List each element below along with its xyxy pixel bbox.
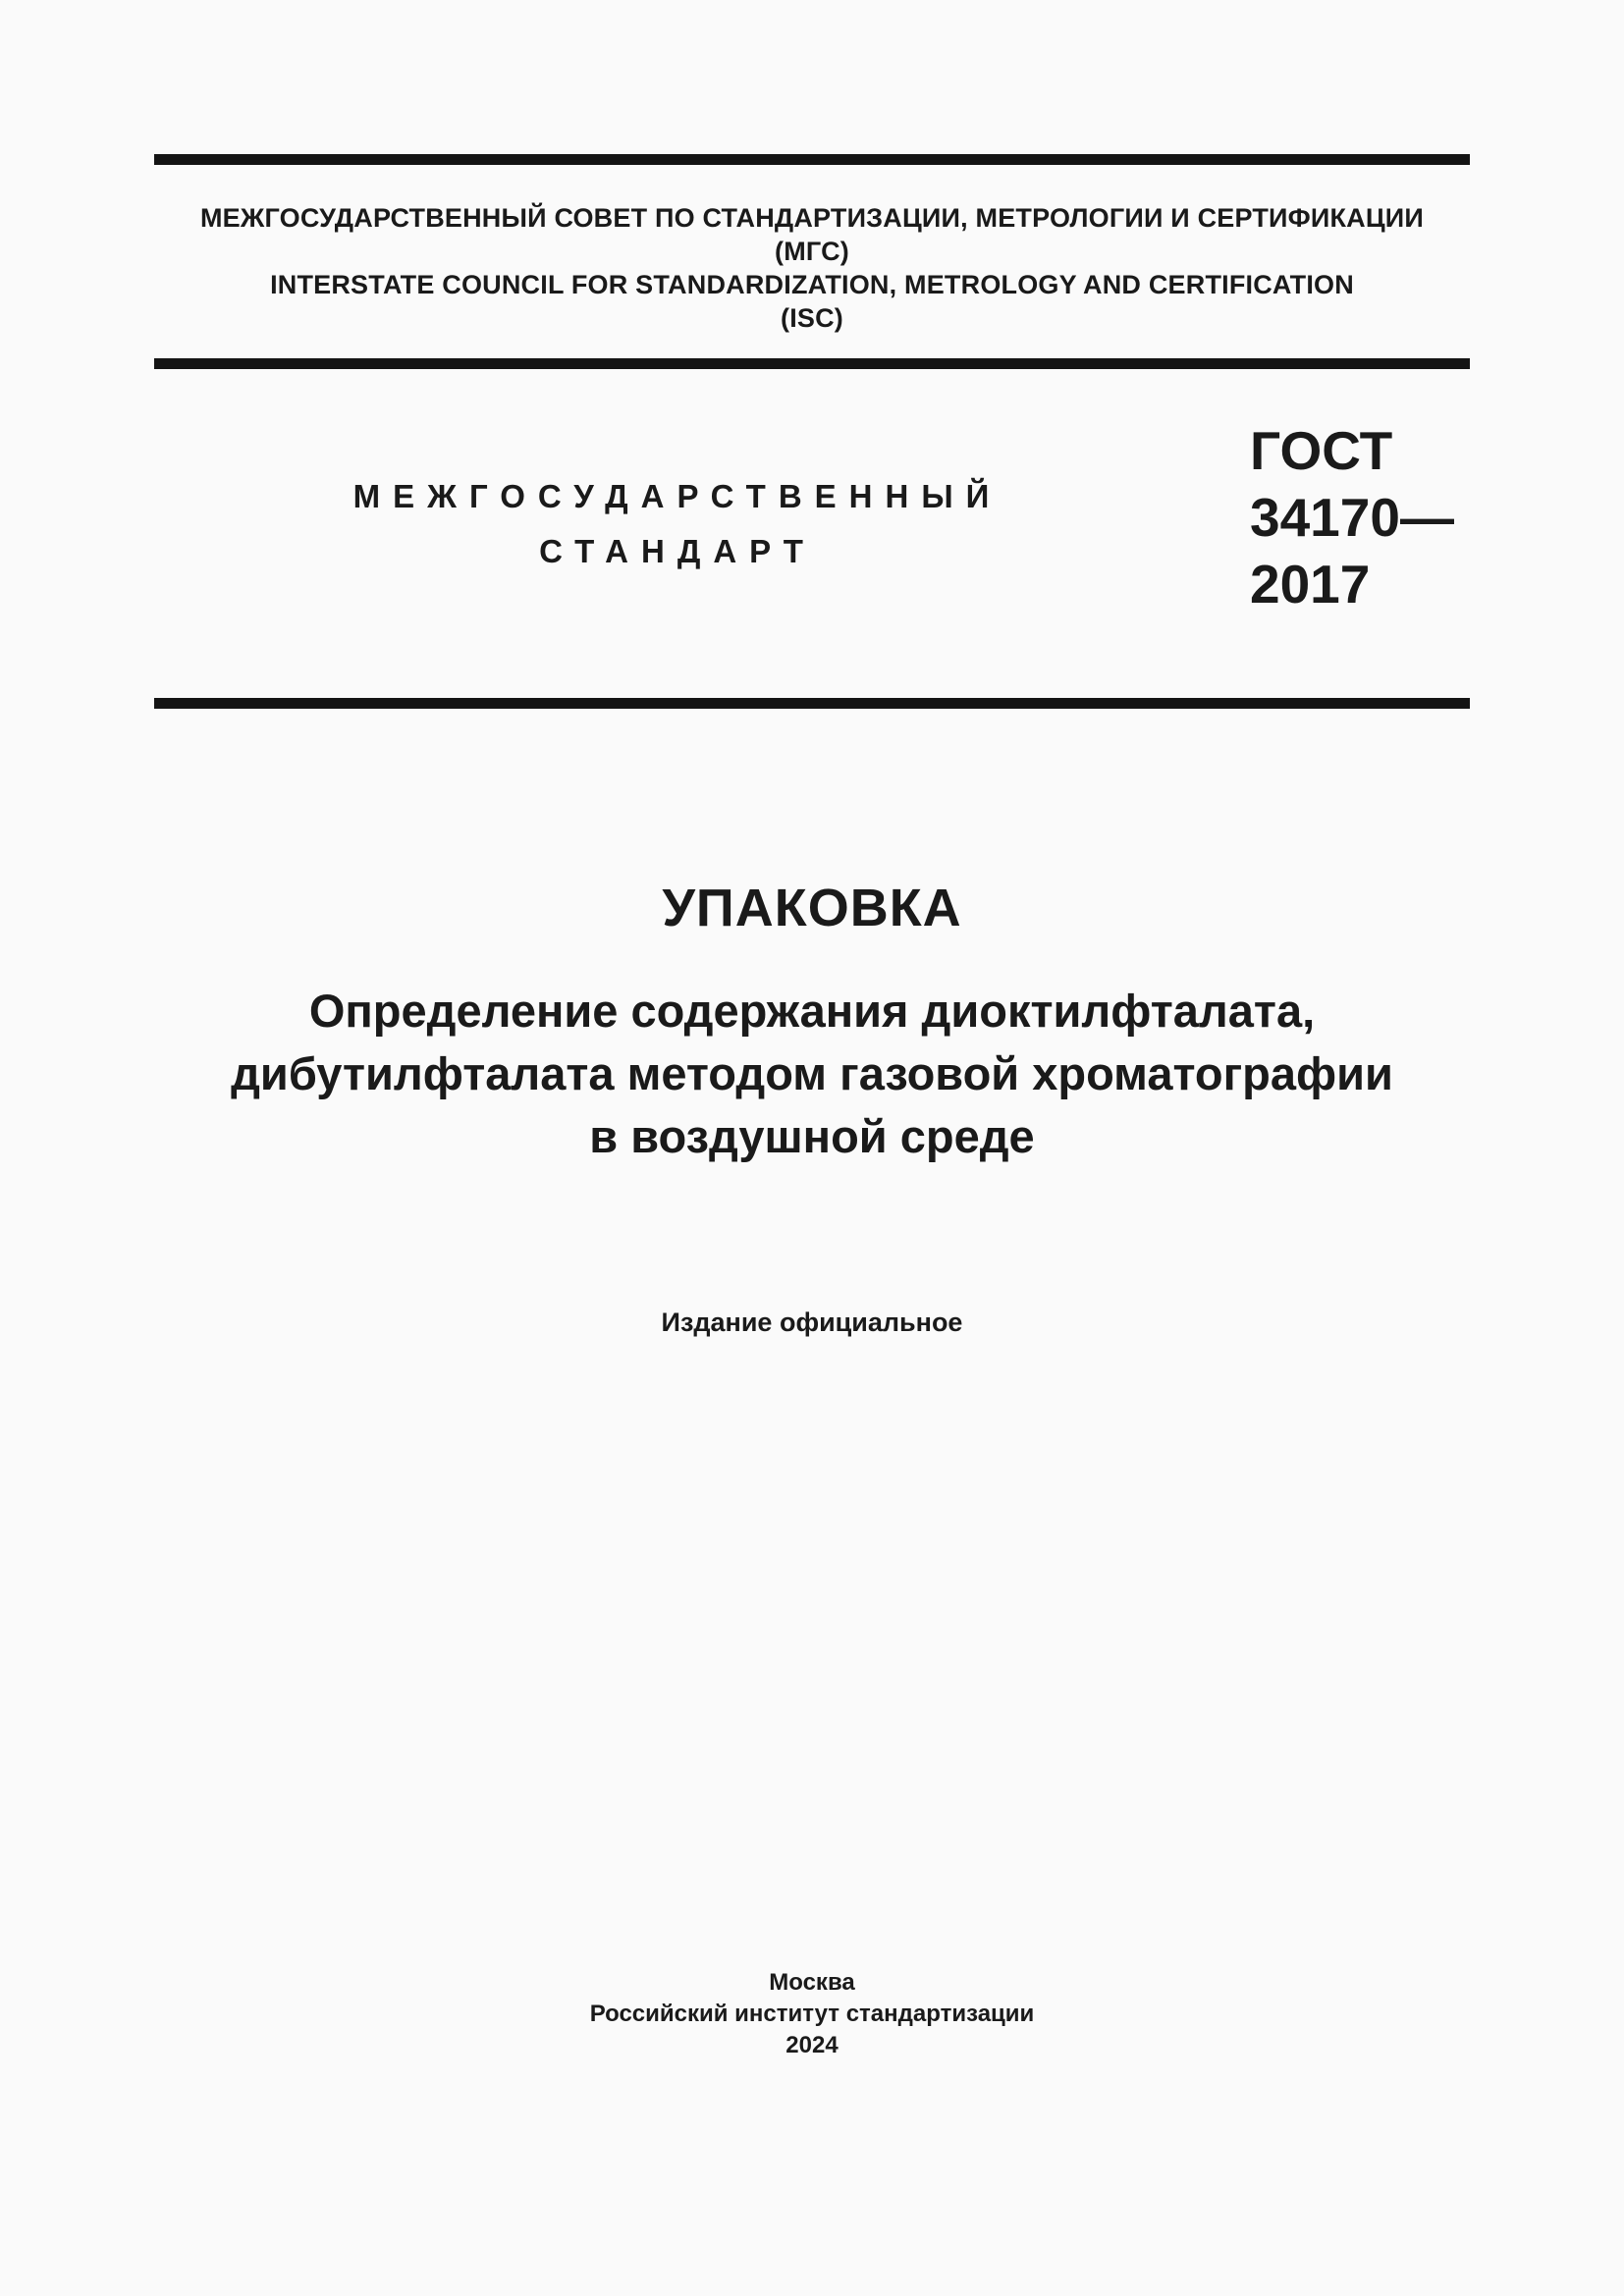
document-subtitle bbox=[154, 980, 1470, 1168]
standard-type bbox=[295, 469, 1060, 579]
imprint bbox=[154, 1967, 1470, 2061]
council-name-ru: МЕЖГОСУДАРСТВЕННЫЙ СОВЕТ ПО СТАНДАРТИЗАЦИИ, МЕТРОЛОГИИ И СЕРТИФИКАЦИИ bbox=[199, 203, 1425, 233]
standard-type-line-1: МЕЖГОСУДАРСТВЕННЫЙ bbox=[352, 478, 1002, 514]
council-header bbox=[154, 201, 1470, 335]
designation-divider bbox=[154, 698, 1470, 709]
gost-designation bbox=[1250, 417, 1454, 617]
imprint-year: 2024 bbox=[785, 2032, 839, 2058]
header-divider bbox=[154, 358, 1470, 369]
standard-type-line-2: СТАНДАРТ bbox=[539, 533, 816, 569]
subtitle-line-2: дибутилфталата методом газовой хроматографии bbox=[231, 1047, 1393, 1099]
edition-label: Издание официальное bbox=[661, 1308, 963, 1337]
council-abbr-ru: (МГС) bbox=[775, 237, 849, 266]
imprint-city: Москва bbox=[769, 1969, 855, 1996]
subtitle-line-3: в воздушной среде bbox=[589, 1110, 1035, 1162]
gost-number: 34170— bbox=[1250, 487, 1454, 548]
council-abbr-en: (ISC) bbox=[781, 303, 843, 333]
gost-prefix: ГОСТ bbox=[1250, 420, 1393, 481]
document-title: УПАКОВКА bbox=[662, 879, 962, 937]
top-divider bbox=[154, 154, 1470, 165]
gost-year: 2017 bbox=[1250, 554, 1371, 614]
imprint-publisher: Российский институт стандартизации bbox=[589, 2001, 1035, 2027]
subtitle-line-1: Определение содержания диоктилфталата, bbox=[308, 985, 1316, 1037]
council-name-en: INTERSTATE COUNCIL FOR STANDARDIZATION, METROLOGY AND CERTIFICATION bbox=[270, 270, 1354, 299]
